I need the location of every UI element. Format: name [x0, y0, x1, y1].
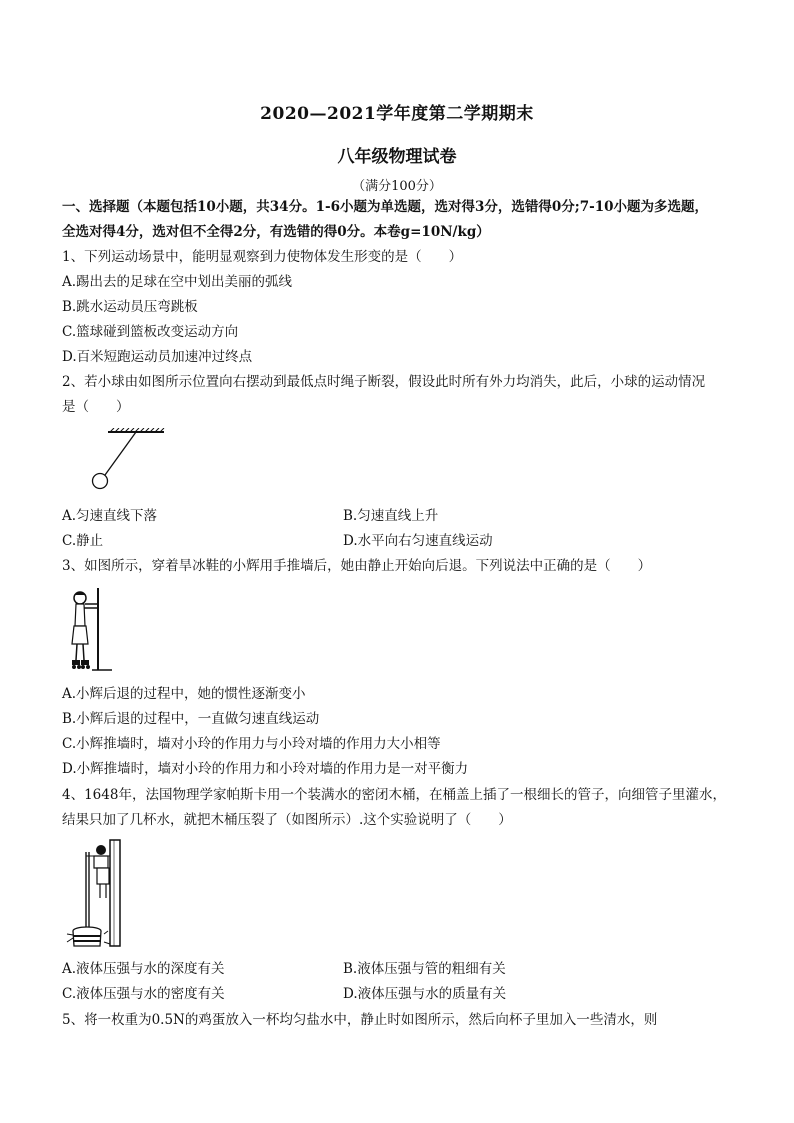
q4-option-a: A.液体压强与水的深度有关: [62, 961, 225, 977]
q2-stem-line2: 是（ ）: [62, 399, 130, 415]
q1-stem: 1、下列运动场景中，能明显观察到力使物体发生形变的是（ ）: [62, 249, 463, 265]
exam-subtitle: 八年级物理试卷: [337, 147, 457, 167]
section-instruction-line2: 全选对得4分，选对但不全得2分，有选错的得0分。本卷g=10N/kg）: [62, 224, 490, 240]
skater-pushing-wall-figure: [68, 586, 118, 672]
q4-option-d: D.液体压强与水的质量有关: [343, 986, 507, 1002]
pascal-barrel-figure: [64, 838, 128, 948]
q2-stem-line1: 2、若小球由如图所示位置向右摆动到最低点时绳子断裂，假设此时所有外力均消失，此后，小球的运动情况: [62, 374, 706, 390]
q1-option-d: D.百米短跑运动员加速冲过终点: [62, 349, 253, 365]
q4-option-c: C.液体压强与水的密度有关: [62, 986, 225, 1002]
q3-option-d: D.小辉推墙时，墙对小玲的作用力和小玲对墙的作用力是一对平衡力: [62, 761, 469, 777]
q3-option-c: C.小辉推墙时，墙对小玲的作用力与小玲对墙的作用力大小相等: [62, 736, 441, 752]
q1-option-a: A.踢出去的足球在空中划出美丽的弧线: [62, 274, 293, 290]
q3-option-b: B.小辉后退的过程中，一直做匀速直线运动: [62, 711, 320, 727]
q3-stem: 3、如图所示，穿着旱冰鞋的小辉用手推墙后，她由静止开始向后退。下列说法中正确的是（ ）: [62, 558, 652, 574]
q1-option-c: C.篮球碰到篮板改变运动方向: [62, 324, 239, 340]
q4-stem-line2: 结果只加了几杯水，就把木桶压裂了（如图所示）.这个实验说明了（ ）: [62, 812, 512, 828]
q2-option-a: A.匀速直线下落: [62, 508, 158, 524]
full-mark-note: （满分100分）: [352, 179, 442, 194]
q4-stem-line1: 4、1648年，法国物理学家帕斯卡用一个装满水的密闭木桶，在桶盖上插了一根细长的管子，向细管子里灌水，: [62, 787, 726, 803]
q3-option-a: A.小辉后退的过程中，她的惯性逐渐变小: [62, 686, 306, 702]
q4-option-b: B.液体压强与管的粗细有关: [343, 961, 506, 977]
q2-option-d: D.水平向右匀速直线运动: [343, 533, 493, 549]
exam-title: 2020—2021学年度第二学期期末: [260, 104, 534, 124]
q2-option-b: B.匀速直线上升: [343, 508, 439, 524]
q5-stem: 5、将一枚重为0.5N的鸡蛋放入一杯均匀盐水中，静止时如图所示，然后向杯子里加入一些清水，则: [62, 1012, 658, 1028]
section-instruction-line1: 一、选择题（本题包括10小题，共34分。1-6小题为单选题，选对得3分，选错得0分;7-10小题为多选题，: [62, 199, 709, 215]
q1-option-b: B.跳水运动员压弯跳板: [62, 299, 198, 315]
q2-option-c: C.静止: [62, 533, 104, 549]
pendulum-figure: [88, 428, 168, 492]
